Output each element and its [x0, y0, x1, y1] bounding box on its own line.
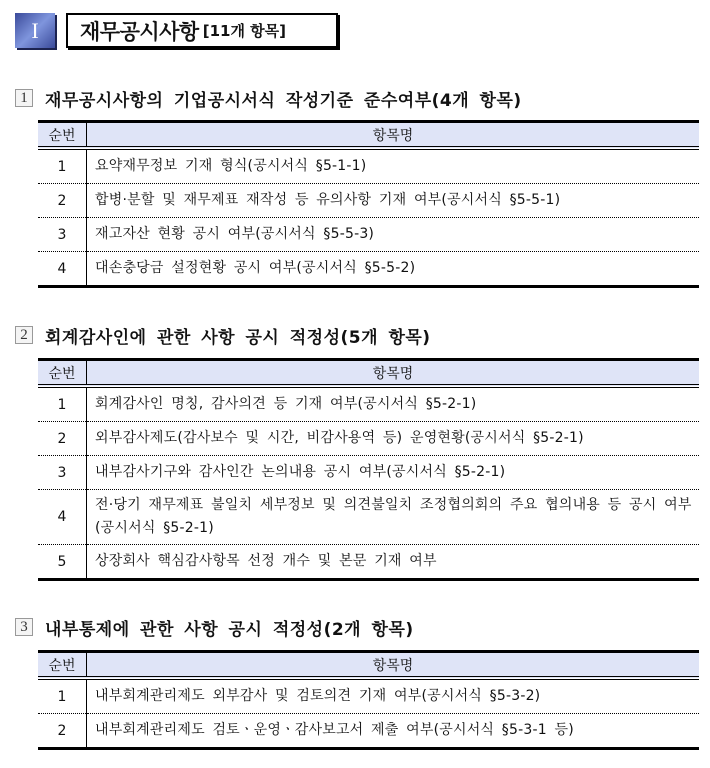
table-row [38, 678, 699, 714]
table-row [38, 184, 699, 218]
items-table-3 [38, 650, 699, 750]
column-header-number: 순번 [38, 122, 87, 149]
chapter-title-box [66, 13, 338, 48]
section-heading-2 [15, 323, 431, 347]
table-row [38, 490, 699, 545]
chapter-item-count: [11개 항목] [202, 22, 286, 40]
section-number-box-icon: 3 [15, 618, 33, 636]
section-heading-3 [15, 615, 414, 639]
row-number: 4 [38, 252, 87, 287]
table-row [38, 545, 699, 580]
items-table-2 [38, 358, 699, 581]
section-heading-1 [15, 86, 522, 110]
row-item-name: 내부회계관리제도 외부감사 및 검토의견 기재 여부(공시서식 §5-3-2) [87, 678, 700, 714]
section-number-box-icon: 1 [15, 89, 33, 107]
row-number: 1 [38, 148, 87, 184]
row-number: 1 [38, 386, 87, 422]
row-number: 2 [38, 184, 87, 218]
row-item-name: 내부회계관리제도 검토ㆍ운영ㆍ감사보고서 제출 여부(공시서식 §5-3-1 등) [87, 714, 700, 749]
row-item-name: 외부감사제도(감사보수 및 시간, 비감사용역 등) 운영현황(공시서식 §5-2-1) [87, 422, 700, 456]
table-row [38, 714, 699, 749]
section-title: 내부통제에 관한 사항 공시 적정성(2개 항목) [45, 619, 414, 640]
column-header-name: 항목명 [87, 360, 700, 387]
row-item-name: 회계감사인 명칭, 감사의견 등 기재 여부(공시서식 §5-2-1) [87, 386, 700, 422]
section-title: 재무공시사항의 기업공시서식 작성기준 준수여부(4개 항목) [45, 90, 522, 111]
row-item-name: 상장회사 핵심감사항목 선정 개수 및 본문 기재 여부 [87, 545, 700, 580]
row-number: 4 [38, 490, 87, 545]
section-title: 회계감사인에 관한 사항 공시 적정성(5개 항목) [45, 327, 431, 348]
table-header-row [38, 122, 699, 149]
section-number-box-icon: 2 [15, 326, 33, 344]
table-row [38, 252, 699, 287]
row-item-name: 전·당기 재무제표 불일치 세부정보 및 의견불일치 조정협의회의 주요 협의내용 등 공시 여부(공시서식 §5-2-1) [87, 490, 700, 545]
table-row [38, 422, 699, 456]
table-row [38, 218, 699, 252]
row-number: 2 [38, 422, 87, 456]
row-item-name: 합병·분할 및 재무제표 재작성 등 유의사항 기재 여부(공시서식 §5-5-1) [87, 184, 700, 218]
column-header-number: 순번 [38, 652, 87, 679]
chapter-numeral-badge [15, 13, 55, 48]
table-header-row [38, 652, 699, 679]
column-header-name: 항목명 [87, 122, 700, 149]
table-row [38, 456, 699, 490]
row-number: 5 [38, 545, 87, 580]
chapter-numeral: I [31, 17, 39, 43]
items-table-1 [38, 120, 699, 288]
row-number: 1 [38, 678, 87, 714]
column-header-number: 순번 [38, 360, 87, 387]
table-row [38, 386, 699, 422]
row-number: 3 [38, 456, 87, 490]
row-number: 2 [38, 714, 87, 749]
column-header-name: 항목명 [87, 652, 700, 679]
chapter-title: 재무공시사항 [80, 19, 199, 44]
row-item-name: 재고자산 현황 공시 여부(공시서식 §5-5-3) [87, 218, 700, 252]
row-item-name: 내부감사기구와 감사인간 논의내용 공시 여부(공시서식 §5-2-1) [87, 456, 700, 490]
row-item-name: 대손충당금 설정현황 공시 여부(공시서식 §5-5-2) [87, 252, 700, 287]
table-header-row [38, 360, 699, 387]
row-item-name: 요약재무정보 기재 형식(공시서식 §5-1-1) [87, 148, 700, 184]
table-row [38, 148, 699, 184]
row-number: 3 [38, 218, 87, 252]
